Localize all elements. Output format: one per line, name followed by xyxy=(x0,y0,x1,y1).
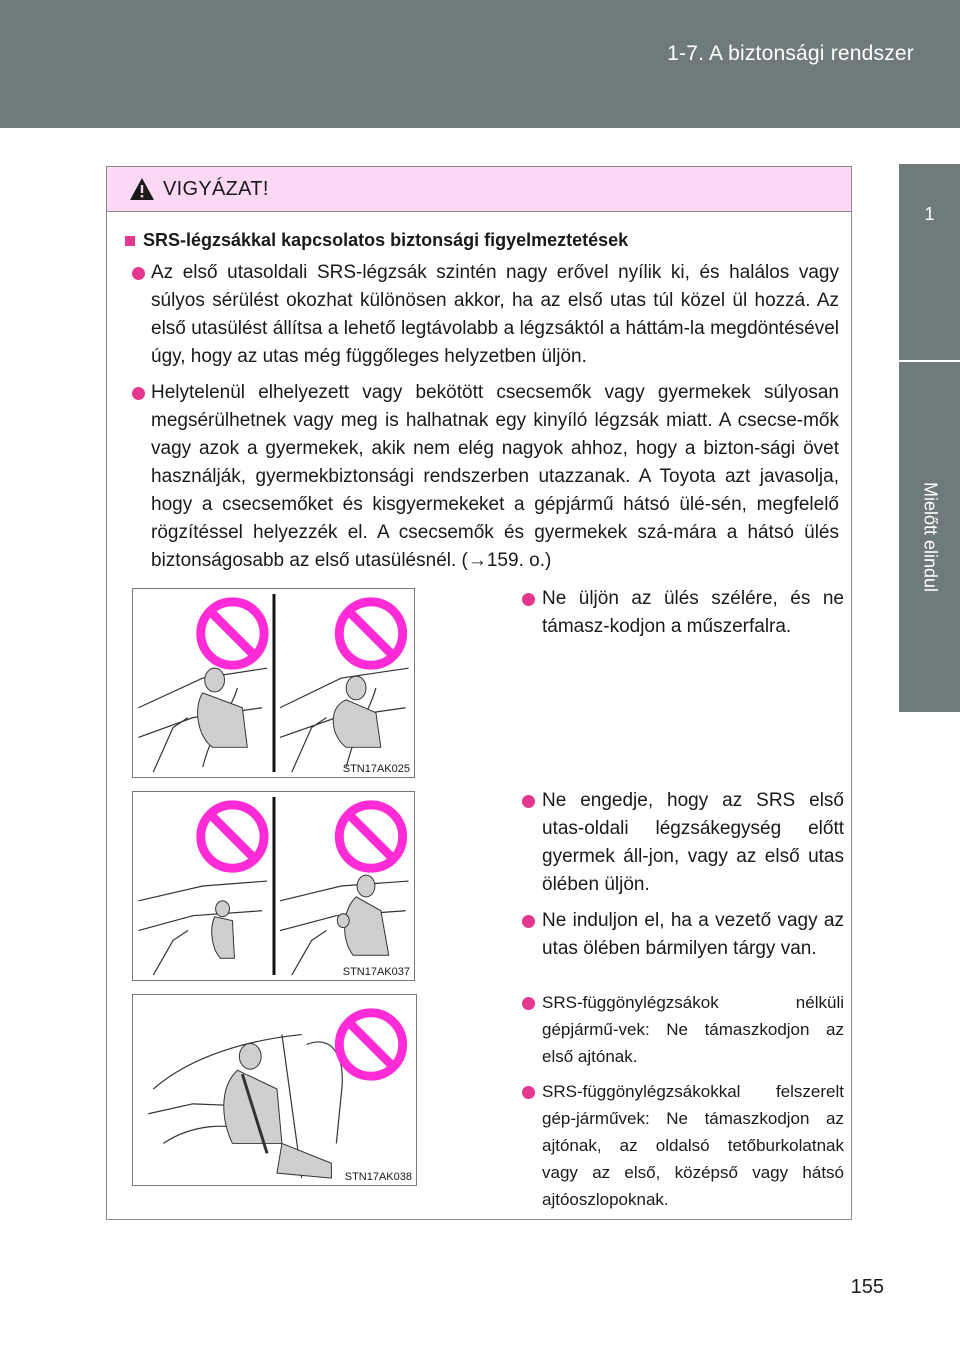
figure-bullet xyxy=(522,585,844,641)
square-bullet-icon xyxy=(125,236,135,246)
illustration-child-seats xyxy=(133,792,414,980)
bullet-text: Ne üljön az ülés szélére, és ne támasz-kodjon a műszerfalra. xyxy=(542,588,844,637)
figure-bullet xyxy=(522,787,844,899)
figure-text xyxy=(522,585,844,649)
page-header xyxy=(0,0,960,128)
warning-triangle-icon xyxy=(129,177,155,201)
bullet-text: Helytelenül elhelyezett vagy bekötött csecsemők vagy gyermekek súlyosan megsérülhetnek vagy meg is halhatnak egy kinyíló légzsák miatt. A csecse-mők vagy azok a gyermekek, akik nem elég nagyok ahhoz, hogy a bizton-sági övet használják, gyermekbiztonsági rendszerben utazzanak. A Toyota azt javasolja, hogy a csecsemőket és kisgyermekeket a gépjármű hátsó ülé-sén, megfelelő rögzítéssel helyezzék el. A csecsemők és gyermekek szá-mára a hátsó ülés biztonságosabb az első utasülésnél. (→159. o.) xyxy=(151,382,839,571)
bullet-dot-icon xyxy=(132,267,145,280)
bullet-dot-icon xyxy=(132,387,145,400)
illustration-two-seats xyxy=(133,589,414,777)
figure-text xyxy=(522,989,844,1221)
bullet-dot-icon xyxy=(522,997,535,1010)
figure-bullet xyxy=(522,989,844,1070)
figure-text xyxy=(522,787,844,971)
figure-child-in-front xyxy=(132,791,415,981)
warning-bullet xyxy=(125,379,839,575)
bullet-text: Ne engedje, hogy az SRS első utas-oldali légzsákegység előtt gyermek áll-jon, vagy az első utas ölében üljön. xyxy=(542,790,844,895)
bullet-dot-icon xyxy=(522,915,535,928)
page-number: 155 xyxy=(850,1276,884,1298)
figure-dont-lean-dashboard xyxy=(132,588,415,778)
bullet-text: SRS-függönylégzsákok nélküli gépjármű-vek: Ne támaszkodjon az első ajtónak. xyxy=(542,993,844,1066)
warning-bullet xyxy=(125,259,839,371)
warning-header xyxy=(107,167,851,212)
figure-code: STN17AK025 xyxy=(342,763,410,775)
bullet-text: Ne induljon el, ha a vezető vagy az utas ölében bármilyen tárgy van. xyxy=(542,910,844,959)
bullet-text: Az első utasoldali SRS-légzsák szintén nagy erővel nyílik ki, és halálos vagy súlyos sérülést okozhat különösen akkor, ha az első utas túl közel ül hozzá. Az első utasülést állítsa a lehető legtávolabb a légzsáktól a háttám-la megdöntésével úgy, hogy az utas még függőleges helyzetben üljön. xyxy=(151,262,839,367)
bullet-dot-icon xyxy=(522,795,535,808)
warning-content xyxy=(107,212,851,575)
figure-code: STN17AK038 xyxy=(344,1171,412,1183)
chapter-number: 1 xyxy=(924,204,935,224)
chapter-tab-number xyxy=(899,164,960,360)
chapter-tab-label xyxy=(899,362,960,712)
figure-bullet xyxy=(522,1078,844,1213)
figure-bullet xyxy=(522,907,844,963)
bullet-dot-icon xyxy=(522,593,535,606)
warning-box xyxy=(106,166,852,1220)
chapter-label: Mielőtt elindul xyxy=(920,481,940,593)
section-title xyxy=(125,230,839,251)
section-title-text: SRS-légzsákkal kapcsolatos biztonsági figyelmeztetések xyxy=(143,230,629,250)
bullet-dot-icon xyxy=(522,1086,535,1099)
figure-code: STN17AK037 xyxy=(342,966,410,978)
warning-heading: VIGYÁZAT! xyxy=(163,177,269,200)
chapter-title: 1-7. A biztonsági rendszer xyxy=(667,42,914,65)
figure-dont-lean-door xyxy=(132,994,417,1186)
illustration-seat-side xyxy=(133,995,416,1185)
bullet-text: SRS-függönylégzsákokkal felszerelt gép-járművek: Ne támaszkodjon az ajtónak, az oldalsó tetőburkolatnak vagy az első, középső vagy hátsó ajtóoszlopoknak. xyxy=(542,1082,844,1209)
